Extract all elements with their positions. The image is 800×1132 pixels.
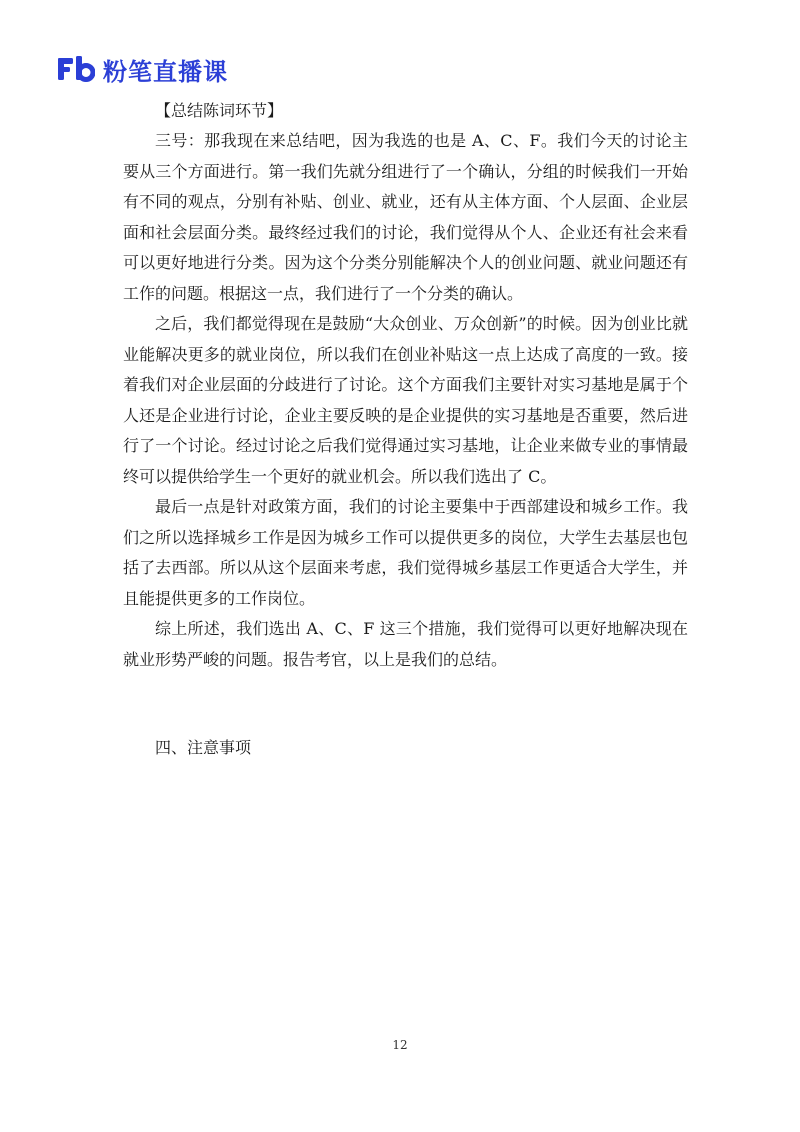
brand-name: 粉笔直播课	[103, 57, 228, 86]
document-body	[123, 96, 688, 675]
fb-logo-icon	[57, 56, 95, 82]
section-label: 【总结陈词环节】	[155, 101, 284, 120]
paragraph-2: 之后，我们都觉得现在是鼓励“大众创业、万众创新”的时候。因为创业比就业能解决更多的就业岗位，所以我们在创业补贴这一点上达成了高度的一致。接着我们对企业层面的分歧进行了讨论。这个方面我们主要针对实习基地是属于个人还是企业进行讨论，企业主要反映的是企业提供的实习基地是否重要，然后进行了一个讨论。经过讨论之后我们觉得通过实习基地，让企业来做专业的事情最终可以提供给学生一个更好的就业机会。所以我们选出了 C。	[123, 314, 688, 486]
section-heading: 四、注意事项	[155, 738, 252, 757]
paragraph-3: 最后一点是针对政策方面，我们的讨论主要集中于西部建设和城乡工作。我们之所以选择城乡工作是因为城乡工作可以提供更多的岗位，大学生去基层也包括了去西部。所以从这个层面来考虑，我们觉得城乡基层工作更适合大学生，并且能提供更多的工作岗位。	[123, 497, 688, 608]
paragraph-1: 三号：那我现在来总结吧，因为我选的也是 A、C、F。我们今天的讨论主要从三个方面进行。第一我们先就分组进行了一个确认，分组的时候我们一开始有不同的观点，分别有补贴、创业、就业，还有从主体方面、个人层面、企业层面和社会层面分类。最终经过我们的讨论，我们觉得从个人、企业还有社会来看可以更好地进行分类。因为这个分类分别能解决个人的创业问题、就业问题还有工作的问题。根据这一点，我们进行了一个分类的确认。	[123, 131, 688, 303]
header	[57, 52, 228, 86]
paragraph-4: 综上所述，我们选出 A、C、F 这三个措施，我们觉得可以更好地解决现在就业形势严峻的问题。报告考官，以上是我们的总结。	[123, 619, 688, 669]
page-number: 12	[392, 1038, 408, 1052]
